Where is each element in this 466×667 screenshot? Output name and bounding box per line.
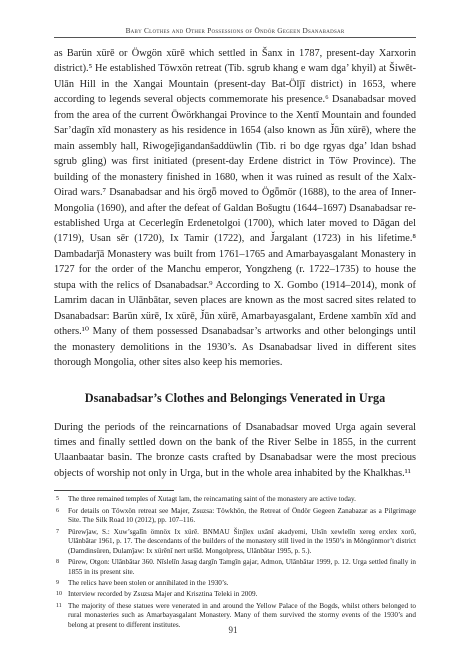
footnote <box>54 558 416 578</box>
footnote-number: 6 <box>56 507 59 514</box>
footnote <box>54 495 416 505</box>
footnote-number: 5 <box>56 496 59 503</box>
footnote-text: Interview recorded by Zsuzsa Majer and Krisztina Teleki in 2009. <box>68 590 258 599</box>
footnote-number: 7 <box>56 528 59 535</box>
footnote-number: 8 <box>56 559 59 566</box>
section-title: Dsanabadsar’s Clothes and Belongings Venerated in Urga <box>84 390 386 405</box>
header-rule <box>54 37 416 38</box>
footnote <box>54 528 416 557</box>
footnote-text: Pürewǰaw, S.: Xuw’sgalīn ömnöx Ix xürē. BNMAU Šinǰlex uxānī akadyemi, Ulsīn xewlelīn xereg erxlex xorō, Ulānbātar 1961, p. 17. The descendants of the builders of the monastery still lived in the 1950’s in Möngönmor’t district (Damdinsüren, Dulamǰaw: Ix xürēnī nert uršīd. Mongolpress, Ulānbātar 1995, p. 5.). <box>68 527 416 556</box>
footnote-number: 11 <box>56 602 62 609</box>
footnote-rule <box>54 490 174 491</box>
footnote-number: 9 <box>56 580 59 587</box>
footnote-text: The relics have been stolen or annihilated in the 1930’s. <box>68 579 229 588</box>
footnote <box>54 579 416 589</box>
footnote-text: Pürew, Otgon: Ulānbātar 360. Nīslelīn Jasag dargīn Tamgīn gajar, Admon, Ulānbātar 1999, p. 12. Urga settled finally in 1855 in its present site. <box>68 558 416 577</box>
footnote-text: The majority of these statues were venerated in and around the Yellow Palace of the Bogds, whilst others belonged to rural monasteries such as Amarbayasgalant Monastery. Many of them survived the stormy events of the 1930’s and belong at present to different institutes. <box>68 601 416 630</box>
page-number: 91 <box>228 625 238 635</box>
footnote-text: The three remained temples of Xutagt lam, the reincarnating saint of the monastery are active today. <box>68 495 356 504</box>
footnote-number: 10 <box>56 591 62 598</box>
body-paragraph-2: During the periods of the reincarnations of Dsanabadsar moved Urga again several times and finally settled down on the bank of the River Selbe in 1855, in the current Ulaanbaatar basin. The bronze casts crafted by Dsanabadsar were the most precious objects of worship not only in Urga, but in the whole area inhabited by the Khalkhas.¹¹ <box>54 421 416 479</box>
footnotes <box>54 495 416 631</box>
footnote <box>54 507 416 527</box>
footnote <box>54 590 416 600</box>
footnote-text: For details on Töwxön retreat see Majer, Zsuzsa: Töwkhön, the Retreat of Öndör Gegeen Zanabazar as a Pilgrimage Site. The Silk Road 10 (2012), pp. 107–116. <box>68 506 416 525</box>
body-paragraph-1: as Barün xürē or Öwgön xürē which settled in Šanx in 1787, present-day Xarxorin district).⁵ He established Töwxön retreat (Tib. sgrub khang e wam dga’ khyil) at Šiwēt-Ulān Hill in the Xangai Mountain (present-day Bat-Ölǰī district) in 1653, where according to legends several objects commemorate his presence.⁶ Dsanabadsar moved from the area of the current Öwörkhangai Province to the Xentī Mountain and founded Sar’dagīn xīd monastery as his residence in 1654 (also known as J̌ūn xürē), where the main assembly hall, Riwogeǰigandanšaddüwlin (Tib. ri bo dge rgyas dga’ ldan bshad sgrub gling) was first initiated (present-day Erdene district in Töw Province). The building of the monastery finished in 1680, when it was ruined as result of the Xalx-Oirad wars.⁷ Dsanabadsar and his örgȫ moved to Ögȫmör (1688), to the area of Inner-Mongolia (1690), and after the defeat of Galdan Bošugtu (1644–1697) Dsanabadsar re-established Urga at Cecerlegīn Erdenetolgoi (1700), which later moved to Dāgan del (1719), Usan sēr (1720), Ix Tamir (1722), and J̌argalant (1723) in his lifetime.⁸ Dambadarǰā Monastery was built from 1761–1765 and Amarbayasgalant Monastery in 1727 for the order of the Manchu emperor, Yongzheng (r. 1722–1735) to house the stupa with the relics of Dsanabadsar.⁹ According to X. Gombo (1914–2014), monk of Lamrim dacan in Ulānbātar, seven places are known as the most sacred sites related to Dsanabadsar: Barün xürē, Ix xürē, J̌ūn xürē, Amarbayasgalant, Erdene xambīn xīd and others.¹⁰ Many of them possessed Dsanabadsar’s artworks and other belongings until the monastery demolitions in the 1930’s. As Dsanabadsar lived in different sites thorough Mongolia, other sites also keep his memories. <box>54 48 416 369</box>
running-head: Baby Clothes and Other Possessions of Öndör Gegeen Dsanabadsar <box>125 26 345 35</box>
